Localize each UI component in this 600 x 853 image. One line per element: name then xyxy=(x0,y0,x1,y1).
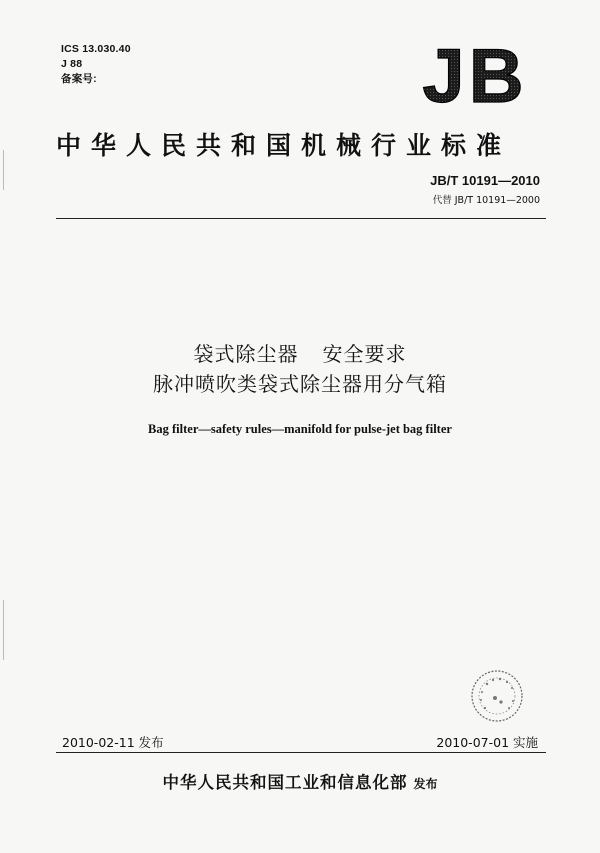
document-title-line2: 脉冲喷吹类袋式除尘器用分气箱 xyxy=(153,372,447,396)
jb-logo xyxy=(420,40,530,108)
document-title-english: Bag filter—safety rules—manifold for pulse-jet bag filter xyxy=(148,422,452,436)
classification-code: J 88 xyxy=(61,58,83,70)
publisher-action: 发布 xyxy=(413,777,438,791)
replaces-standard: 代替 JB/T 10191—2000 xyxy=(432,195,540,206)
publisher-line xyxy=(0,769,600,793)
implementation-date: 2010-07-01 实施 xyxy=(436,735,538,750)
document-title-line1 xyxy=(0,338,600,367)
publisher-name: 中华人民共和国工业和信息化部 xyxy=(162,773,408,792)
official-seal-stamp xyxy=(469,668,525,724)
scan-edge-mark xyxy=(3,150,4,190)
bottom-divider xyxy=(56,752,546,753)
logo-text: JB xyxy=(422,40,528,108)
top-divider xyxy=(56,218,546,219)
title-part2: 安全要求 xyxy=(322,342,407,366)
standard-number: JB/T 10191—2010 xyxy=(430,173,540,188)
record-number-label: 备案号: xyxy=(61,73,97,85)
standard-category-title: 中华人民共和国机械行业标准 xyxy=(56,131,512,160)
issue-date: 2010-02-11 发布 xyxy=(62,735,164,750)
ics-code: ICS 13.030.40 xyxy=(61,43,131,55)
scan-edge-mark xyxy=(3,600,4,660)
title-part1: 袋式除尘器 xyxy=(193,342,299,366)
